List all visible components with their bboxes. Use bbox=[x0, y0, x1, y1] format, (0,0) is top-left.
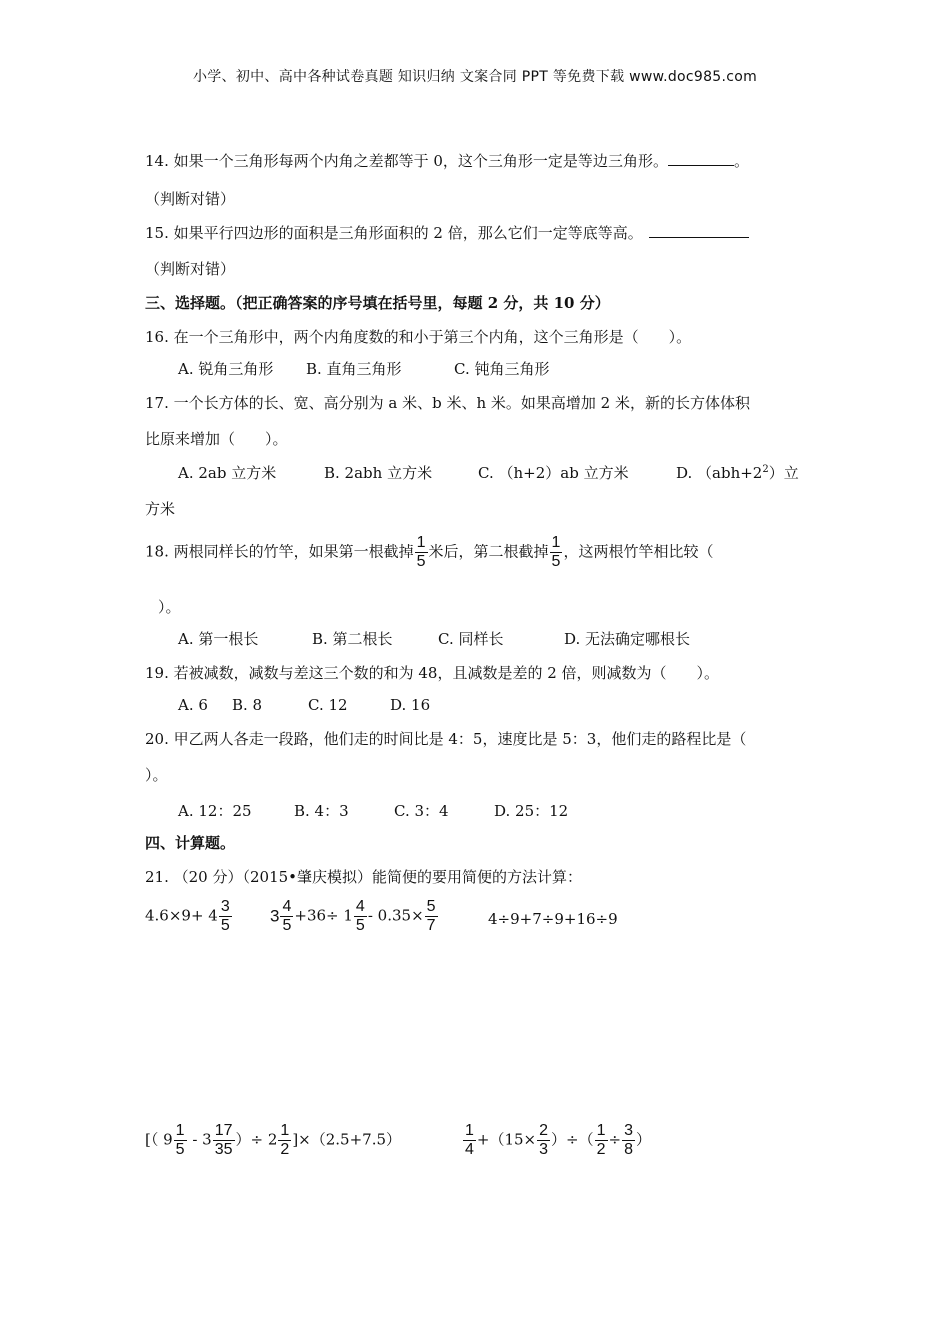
option-d-text-end: ）立 bbox=[768, 464, 799, 482]
expression-4-text-2: - 3 bbox=[187, 1130, 212, 1149]
question-14-note: （判断对错） bbox=[145, 190, 236, 208]
question-21: 21. （20 分）（2015•肇庆模拟）能简便的要用简便的方法计算： bbox=[145, 868, 583, 886]
expression-5-text: +（15× bbox=[476, 1130, 537, 1149]
expression-2 bbox=[270, 898, 439, 935]
option-a[interactable]: A. 2ab 立方米 bbox=[178, 464, 277, 482]
section-3-heading: 三、选择题。（把正确答案的序号填在括号里，每题 2 分，共 10 分） bbox=[145, 294, 610, 312]
fraction: $\frac{2}{3}$ bbox=[539, 1122, 549, 1158]
expression-4-text: [（ 9 bbox=[145, 1130, 173, 1149]
question-16: 16. 在一个三角形中，两个内角度数的和小于第三个内角，这个三角形是（ ）。 bbox=[145, 328, 692, 346]
fraction: $\frac{4}{5}$ bbox=[282, 898, 292, 934]
option-d-text: D. （abh+2 bbox=[676, 464, 763, 482]
question-14-end: 。 bbox=[733, 152, 749, 170]
option-b[interactable]: B. 4：3 bbox=[294, 802, 349, 820]
question-15-note: （判断对错） bbox=[145, 260, 236, 278]
option-b[interactable]: B. 第二根长 bbox=[312, 630, 393, 648]
option-a[interactable]: A. 锐角三角形 bbox=[178, 360, 274, 378]
fraction: $\frac{3}{5}$ bbox=[220, 898, 230, 934]
expression-1 bbox=[145, 898, 233, 935]
question-18-text-mid: 米后，第二根截掉 bbox=[428, 542, 549, 561]
expression-5-text-4: ） bbox=[636, 1130, 652, 1149]
expression-3: 4÷9+7÷9+16÷9 bbox=[488, 910, 618, 928]
question-19: 19. 若被减数，减数与差这三个数的和为 48，且减数是差的 2 倍，则减数为（ ）。 bbox=[145, 664, 720, 682]
question-19-options bbox=[178, 696, 430, 714]
expression-1-text: 4.6×9+ 4 bbox=[145, 906, 218, 925]
option-d[interactable]: D. 25：12 bbox=[494, 802, 569, 820]
question-17-options bbox=[178, 462, 799, 483]
option-c[interactable]: C. 同样长 bbox=[438, 630, 504, 648]
expression-5-text-3: ÷ bbox=[608, 1130, 622, 1149]
fraction-one-fifth: $\frac{1}{5}$ bbox=[416, 534, 426, 570]
expression-4-text-3: ）÷ 2 bbox=[235, 1130, 278, 1149]
option-d[interactable]: D. 无法确定哪根长 bbox=[564, 630, 691, 648]
question-17-line2: 比原来增加（ ）。 bbox=[145, 430, 288, 448]
fraction: $\frac{1}{5}$ bbox=[175, 1122, 185, 1158]
option-b[interactable]: B. 2abh 立方米 bbox=[324, 464, 433, 482]
question-15-text: 15. 如果平行四边形的面积是三角形面积的 2 倍，那么它们一定等底等高。 bbox=[145, 224, 643, 242]
question-20: 20. 甲乙两人各走一段路，他们走的时间比是 4：5，速度比是 5：3，他们走的路程比是（ bbox=[145, 730, 747, 748]
question-15 bbox=[145, 222, 749, 243]
fraction: $\frac{4}{5}$ bbox=[355, 898, 365, 934]
answer-blank-14[interactable] bbox=[668, 151, 734, 166]
question-20-options bbox=[178, 800, 568, 821]
fraction: $\frac{1}{2}$ bbox=[596, 1122, 606, 1158]
question-18-text-end: ，这两根竹竿相比较（ bbox=[563, 542, 714, 561]
fraction-one-fifth-2: $\frac{1}{5}$ bbox=[551, 534, 561, 570]
fraction: $\frac{1}{2}$ bbox=[280, 1122, 290, 1158]
page-header: 小学、初中、高中各种试卷真题 知识归纳 文案合同 PPT 等免费下载 www.doc985.com bbox=[192, 69, 758, 85]
question-18-options bbox=[178, 628, 690, 649]
question-17-line1: 17. 一个长方体的长、宽、高分别为 a 米、b 米、h 米。如果高增加 2 米，新的长方体体积 bbox=[145, 394, 750, 412]
option-d-exponent: 2 bbox=[762, 464, 769, 475]
option-a[interactable]: A. 12：25 bbox=[178, 802, 252, 820]
fraction: $\frac{17}{35}$ bbox=[214, 1122, 233, 1158]
expression-2-whole: 3 bbox=[270, 906, 280, 926]
option-c[interactable]: C. 12 bbox=[308, 696, 348, 714]
fraction: $\frac{3}{8}$ bbox=[624, 1122, 634, 1158]
question-20-line2: ）。 bbox=[145, 766, 168, 784]
expression-4-text-4: ]×（2.5+7.5） bbox=[292, 1130, 402, 1149]
option-d[interactable]: D. 16 bbox=[390, 696, 431, 714]
expression-2-text-2: - 0.35× bbox=[367, 906, 424, 925]
question-16-options bbox=[178, 358, 549, 379]
option-c[interactable]: C. 钝角三角形 bbox=[454, 360, 550, 378]
question-18-line2: ）。 bbox=[158, 598, 181, 616]
expression-5 bbox=[462, 1122, 651, 1159]
option-c[interactable]: C. 3：4 bbox=[394, 802, 449, 820]
option-b[interactable]: B. 直角三角形 bbox=[306, 360, 402, 378]
expression-4 bbox=[145, 1122, 401, 1159]
section-4-heading: 四、计算题。 bbox=[145, 834, 236, 852]
expression-5-text-2: ）÷（ bbox=[551, 1130, 594, 1149]
option-a[interactable]: A. 6 bbox=[178, 696, 208, 714]
fraction: $\frac{5}{7}$ bbox=[426, 898, 436, 934]
question-17-option-d-wrap: 方米 bbox=[145, 500, 176, 518]
option-b[interactable]: B. 8 bbox=[232, 696, 263, 714]
question-14 bbox=[145, 150, 749, 171]
question-18 bbox=[145, 534, 713, 571]
expression-2-text: +36÷ 1 bbox=[294, 906, 353, 925]
question-18-text: 18. 两根同样长的竹竿，如果第一根截掉 bbox=[145, 542, 414, 561]
option-c[interactable]: C. （h+2）ab 立方米 bbox=[478, 464, 629, 482]
answer-blank-15[interactable] bbox=[649, 223, 749, 238]
option-a[interactable]: A. 第一根长 bbox=[178, 630, 259, 648]
question-14-text: 14. 如果一个三角形每两个内角之差都等于 0，这个三角形一定是等边三角形。 bbox=[145, 152, 668, 170]
fraction: $\frac{1}{4}$ bbox=[465, 1122, 474, 1158]
option-d[interactable] bbox=[676, 462, 799, 483]
